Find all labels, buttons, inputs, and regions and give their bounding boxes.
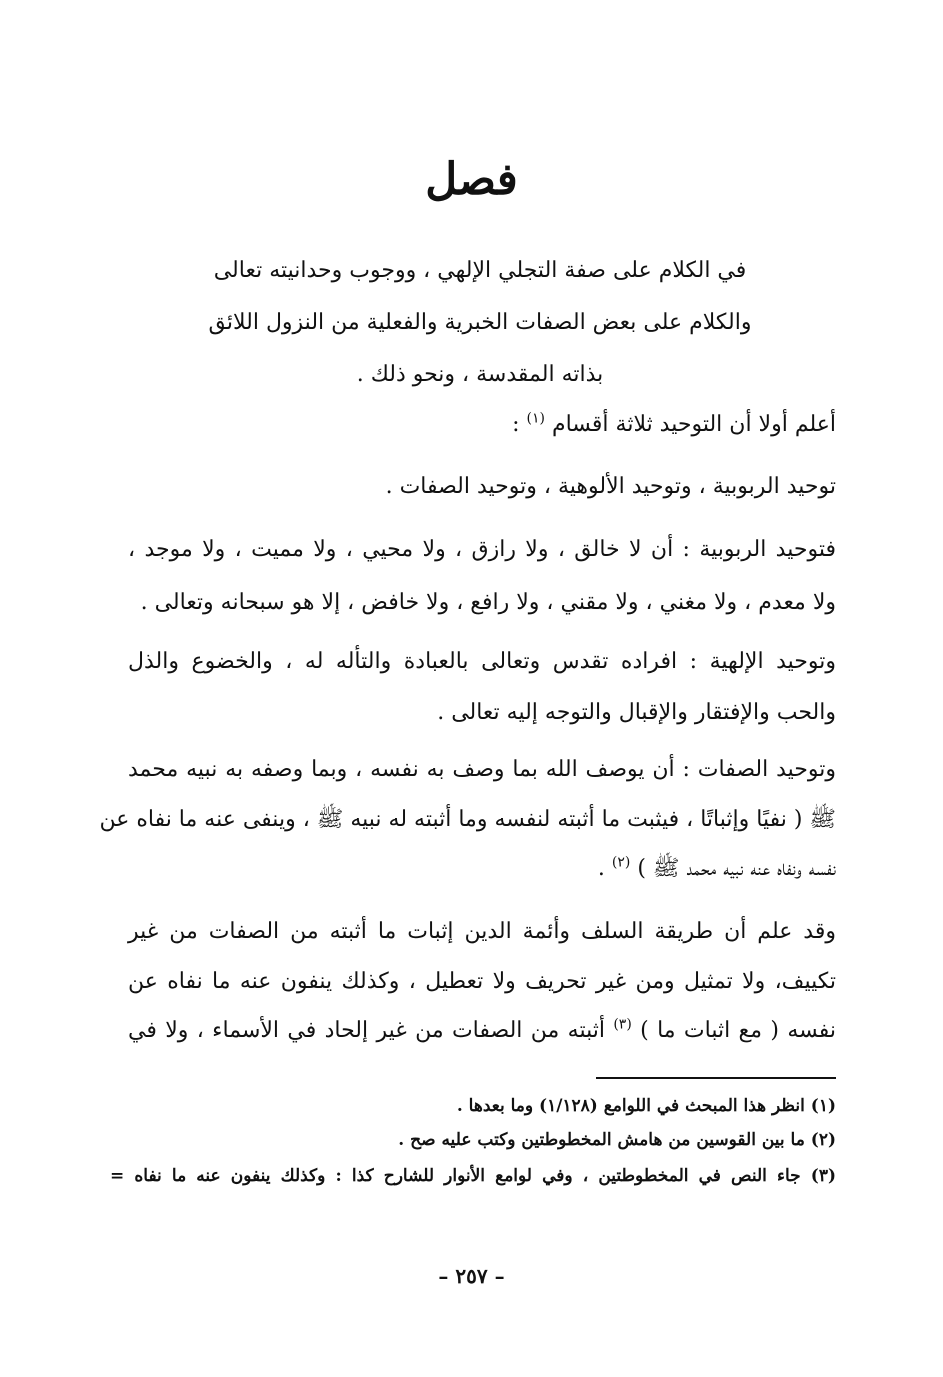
page-number: – ٢٥٧ – xyxy=(438,1264,505,1288)
footnote-separator xyxy=(596,1077,836,1079)
subtitle-line: في الكلام على صفة التجلي الإلهي ، ووجوب وحدانيته تعالى xyxy=(213,258,747,283)
footnote-ref: (١) xyxy=(526,410,545,427)
paragraph-types: توحيد الربوبية ، وتوحيد الألوهية ، وتوحيد الصفات . xyxy=(385,474,836,499)
subtitle-line: بذاته المقدسة ، ونحو ذلك . xyxy=(356,362,604,387)
footnote: (٣) جاء النص في المخطوطتين ، وفي لوامع الأنوار للشارح كذا : وكذلك ينفون عنه ما نفاه = xyxy=(110,1166,836,1186)
footnote-ref: (٢) xyxy=(611,854,631,871)
paragraph-salaf-line: تكييف، ولا تمثيل ومن غير تحريف ولا تعطيل ، وكذلك ينفون عنه ما نفاه عن xyxy=(128,969,836,994)
paragraph-sifat-line: وتوحيد الصفات : أن يوصف الله بما وصف به نفسه ، وبما وصفه به نبيه محمد xyxy=(128,757,836,782)
subtitle-line: والكلام على بعض الصفات الخبرية والفعلية من النزول اللائق xyxy=(208,310,752,335)
paragraph-uluhiyya-line: والحب والإفتقار والإقبال والتوجه إليه تعالى . xyxy=(437,700,836,725)
paragraph-sifat-line: ﷺ ( نفيًا وإثباتًا ، فيثبت ما أثبته لنفسه وما أثبته له نبيه ﷺ ، وينفى عنه ما نفاه عن xyxy=(99,807,836,832)
paragraph-salaf-line: نفسه ( مع اثبات ما ) $^{(٣)}$ أثبته من الصفات من غير إلحاد في الأسماء ، ولا في xyxy=(128,1016,837,1043)
paragraph-sifat-line: نفسه ونفاه عنه نبيه محمد ﷺ ) $^{(٢)}$ . xyxy=(597,854,836,881)
footnote: (٢) ما بين القوسين من هامش المخطوطتين وكتب عليه صح . xyxy=(398,1130,836,1150)
chapter-subtitle xyxy=(200,245,760,401)
footnote-ref: (٣) xyxy=(613,1016,632,1033)
paragraph-rububiyya-line: ولا معدم ، ولا مغني ، ولا مقني ، ولا رافع ، ولا خافض ، إلا هو سبحانه وتعالى . xyxy=(140,590,836,615)
paragraph-rububiyya-line: فتوحيد الربوبية : أن لا خالق ، ولا رازق ، ولا محيي ، ولا مميت ، ولا موجد ، xyxy=(128,537,836,562)
paragraph-uluhiyya-line: وتوحيد الإلهية : افراده تقدس وتعالى بالعبادة والتأله له ، والخضوع والذل xyxy=(128,649,836,674)
chapter-title: فصل xyxy=(425,154,518,205)
paragraph-salaf-line: وقد علم أن طريقة السلف وأئمة الدين إثبات ما أثبته من الصفات من غير xyxy=(128,919,836,944)
intro-line: أعلم أولا أن التوحيد ثلاثة أقسام $^{(١)}$ : xyxy=(512,410,836,437)
footnote: (١) انظر هذا المبحث في اللوامع (١/١٢٨) وما بعدها . xyxy=(456,1096,836,1116)
